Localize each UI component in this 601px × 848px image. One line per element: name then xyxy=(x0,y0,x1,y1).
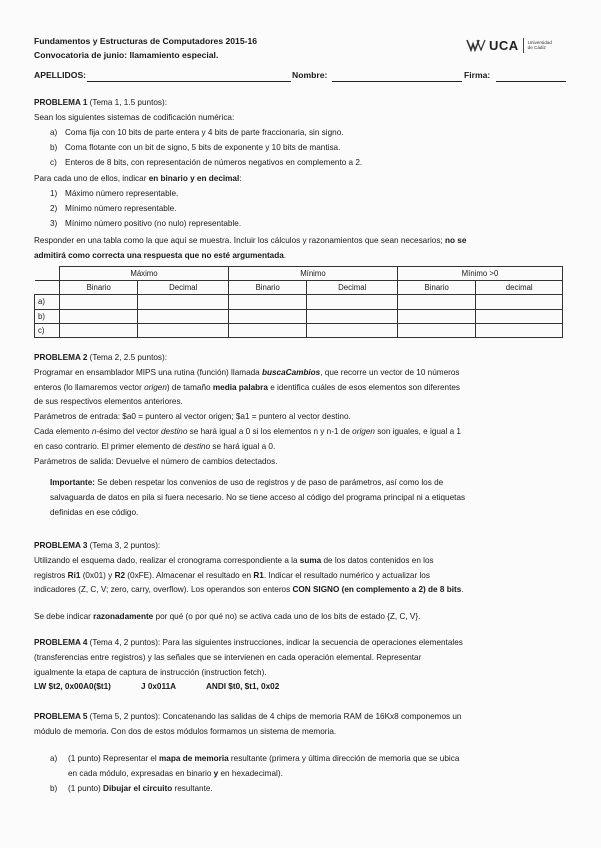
firma-label: Firma: xyxy=(464,70,491,80)
group-maximo: Máximo xyxy=(60,267,229,281)
group-minimo-positivo: Mínimo >0 xyxy=(397,267,562,281)
subheader: Binario xyxy=(397,281,475,295)
answer-cell[interactable] xyxy=(397,309,475,323)
apellidos-field[interactable] xyxy=(87,81,291,82)
logo-sub-1: Universidad xyxy=(527,39,552,45)
answer-cell[interactable] xyxy=(138,323,229,337)
subheader: Decimal xyxy=(138,281,229,295)
subheader: Binario xyxy=(60,281,138,295)
exam-page: Fundamentos y Estructuras de Computadores 2015-16 Convocatoria de junio: llamamiento especial. UCA Universidad de Cádiz APELLIDOS: Nombre: Firma: PROBLEMA 1 (Tema 1, 1.5 puntos): Sean los siguientes sistemas de codificación numérica: a) Coma fija con 10 bits de parte entera y 4 bits de parte fraccionaria, sin signo. b) Coma flotante con un bit de signo, 5 bits de exponente y 10 bits de mantisa. c) Enteros de 8 bits, con representación de números negativos en complemento a 2. Para cada uno de ellos, indicar en binario y en decimal: 1) Máximo número representable. 2) Mínimo número representable. 3) Mínimo número positivo (no nulo) representable. Responder en una tabla como la que aquí se muestra. Incluir los cálculos y razonamientos que sean necesarios; no se admitirá como correcta una respuesta que no esté argumentada. Máximo Mínimo Mínimo >0 Binario Decimal Binario Decimal Binario decimal a) b) c) PROBLEMA 2 (Tema 2, 2.5 puntos): Programar en ensamblador MIPS una rutina (función) llamada buscaCambios, que recorre un vector de 10 números enteros (lo llamaremos vector origen) de tamaño media palabra e identifica cuáles de esos elementos son diferentes de sus respectivos elementos anteriores. Parámetros de entrada: $a0 = puntero al vector origen; $a1 = puntero al vector destino. Cada elemento n-ésimo del vector destino se hará igual a 0 si los elementos n y n-1 de origen son iguales, e igual a 1 en caso contrario. El primer elemento de destino se hará igual a 0. Parámetros de salida: Devuelve el número de cambios detectados. Importante: Se deben respetar los convenios de uso de registros y de paso de parámetros, así como los de salvaguarda de datos en pila si fuera necesario. No se tiene acceso al código del programa principal ni a etiquetas definidas en ese código. PROBLEMA 3 (Tema 3, 2 puntos): Utilizando el esquema dado, realizar el cronograma correspondiente a la suma de los datos contenidos en los registros Ri1 (0x01) y R2 (0xFE). Almacenar el resultado en R1. Indicar el resultado numérico y actualizar los indicadores (Z, C, V; zero, carry, overflow). Los operandos son enteros CON SIGNO (en complemento a 2) de 8 bits. Se debe indicar razonadamente por qué (o por qué no) se activa cada uno de los bits de estado {Z, C, V}. PROBLEMA 4 (Tema 4, 2 puntos): Para las siguientes instrucciones, indicar la secuencia de operaciones elementales (transferencias entre registros) y las señales que se intervienen en cada operación elemental. Representar igualmente la etapa de captura de instrucción (instruction fetch). LW $t2, 0x00A0($t1) J 0x011A ANDI $t0, $t1, 0x02 PROBLEMA 5 (Tema 5, 2 puntos): Concatenando las salidas de 4 chips de memoria RAM de 16Kx8 componemos un módulo de memoria. Con dos de estos módulos formamos un sistema de memoria. a) (1 punto) Representar el mapa de memoria resultante (primera y última dirección de memoria que se ubica en cada módulo, expresadas en binario y en hexadecimal). b) (1 punto) Dibujar el circuito resultante. xyxy=(0,0,601,848)
logo-text: UCA xyxy=(489,37,519,53)
answer-cell[interactable] xyxy=(476,309,563,323)
group-minimo: Mínimo xyxy=(228,267,397,281)
answer-cell[interactable] xyxy=(228,309,306,323)
answer-cell[interactable] xyxy=(307,309,398,323)
university-logo xyxy=(466,36,552,54)
course-title: Fundamentos y Estructuras de Computadores 2015-16 xyxy=(34,36,258,46)
table-row xyxy=(35,323,563,337)
answer-cell[interactable] xyxy=(397,295,475,309)
exam-subtitle: Convocatoria de junio: llamamiento especial. xyxy=(34,50,219,60)
table-subheader-row xyxy=(35,281,563,295)
subheader: Binario xyxy=(228,281,306,295)
instruction-andi: ANDI $t0, $t1, 0x02 xyxy=(206,682,280,692)
answer-cell[interactable] xyxy=(138,295,229,309)
answer-cell[interactable] xyxy=(228,323,306,337)
problem-1-heading xyxy=(34,96,574,126)
subheader: decimal xyxy=(476,281,563,295)
answer-cell[interactable] xyxy=(228,295,306,309)
problem-3: PROBLEMA 3 (Tema 3, 2 puntos): Utilizando el esquema dado, realizar el cronograma correspondiente a la suma de los datos contenidos en los registros Ri1 (0x01) y R2 (0xFE). Almacenar el resultado en R1. Indicar el resultado numérico y actualizar los indicadores (Z, C, V; zero, carry, overflow). Los operandos son enteros CON SIGNO (en complemento a 2) de 8 bits. xyxy=(34,541,464,595)
firma-field[interactable] xyxy=(496,81,566,82)
problem-1-intro: Sean los siguientes sistemas de codificación numérica: xyxy=(34,112,235,122)
problem-2-important: Importante: Se deben respetar los convenios de uso de registros y de paso de parámetros, así como los de salvaguarda de datos en pila si fuera necesario. No se tiene acceso al código del programa principal ni a etiquetas definidas en ese código. xyxy=(50,478,466,517)
uca-emblem-icon xyxy=(466,38,486,52)
problem-1-meta: (Tema 1, 1.5 puntos): xyxy=(89,98,168,107)
logo-sub-2: de Cádiz xyxy=(527,45,546,50)
student-id-line xyxy=(34,70,574,84)
table-row xyxy=(35,309,563,323)
nombre-field[interactable] xyxy=(332,81,462,82)
table-group-row xyxy=(35,267,563,281)
problem-1-response-note: Responder en una tabla como la que aquí se muestra. Incluir los cálculos y razonamientos que sean necesarios; no se admitirá como correcta una respuesta que no esté argumentada. xyxy=(34,236,467,260)
answer-cell[interactable] xyxy=(307,295,398,309)
instruction-j: J 0x011A xyxy=(141,682,177,692)
answer-cell[interactable] xyxy=(60,309,138,323)
problem-4: PROBLEMA 4 (Tema 4, 2 puntos): Para las siguientes instrucciones, indicar la secuencia de operaciones elementales (transferencias entre registros) y las señales que se intervienen en cada operación elemental. Representar igualmente la etapa de captura de instrucción (instruction fetch). LW $t2, 0x00A0($t1) J 0x011A ANDI $t0, $t1, 0x02 xyxy=(34,636,574,695)
problem-2-title: PROBLEMA 2 xyxy=(34,353,88,362)
problem-5: PROBLEMA 5 (Tema 5, 2 puntos): Concatenando las salidas de 4 chips de memoria RAM de 16Kx8 componemos un módulo de memoria. Con dos de estos módulos formamos un sistema de memoria. xyxy=(34,712,462,736)
instruction-lw: LW $t2, 0x00A0($t1) xyxy=(34,682,111,692)
problem-3-title: PROBLEMA 3 xyxy=(34,541,88,550)
answer-cell[interactable] xyxy=(397,323,475,337)
problem-3-note: Se debe indicar razonadamente por qué (o por qué no) se activa cada uno de los bits de estado {Z, C, V}. xyxy=(34,612,421,621)
answer-cell[interactable] xyxy=(60,295,138,309)
apellidos-label: APELLIDOS: xyxy=(34,70,87,80)
problem-5-title: PROBLEMA 5 xyxy=(34,712,88,721)
problem-1-title: PROBLEMA 1 xyxy=(34,98,88,107)
answer-cell[interactable] xyxy=(476,295,563,309)
row-label: b) xyxy=(35,309,60,323)
answer-cell[interactable] xyxy=(138,309,229,323)
row-label: a) xyxy=(35,295,60,309)
answer-cell[interactable] xyxy=(476,323,563,337)
logo-university-name xyxy=(528,40,552,50)
problem-4-title: PROBLEMA 4 xyxy=(34,638,88,647)
answer-cell[interactable] xyxy=(307,323,398,337)
answer-cell[interactable] xyxy=(60,323,138,337)
table-row xyxy=(35,295,563,309)
subheader: Decimal xyxy=(307,281,398,295)
problem-2: PROBLEMA 2 (Tema 2, 2.5 puntos): Programar en ensamblador MIPS una rutina (función) llamada buscaCambios, que recorre un vector de 10 números enteros (lo llamaremos vector origen) de tamaño media palabra e identifica cuáles de esos elementos son diferentes de sus respectivos elementos anteriores. Parámetros de entrada: $a0 = puntero al vector origen; $a1 = puntero al vector destino. Cada elemento n-ésimo del vector destino se hará igual a 0 si los elementos n y n-1 de origen son iguales, e igual a 1 en caso contrario. El primer elemento de destino se hará igual a 0. Parámetros de salida: Devuelve el número de cambios detectados. xyxy=(34,353,461,466)
important-label: Importante: xyxy=(50,478,96,487)
logo-divider xyxy=(523,38,524,53)
problem-1-ask: Para cada uno de ellos, indicar en binario y en decimal: xyxy=(34,174,242,183)
answer-table xyxy=(34,266,563,338)
row-label: c) xyxy=(35,323,60,337)
nombre-label: Nombre: xyxy=(292,70,328,80)
